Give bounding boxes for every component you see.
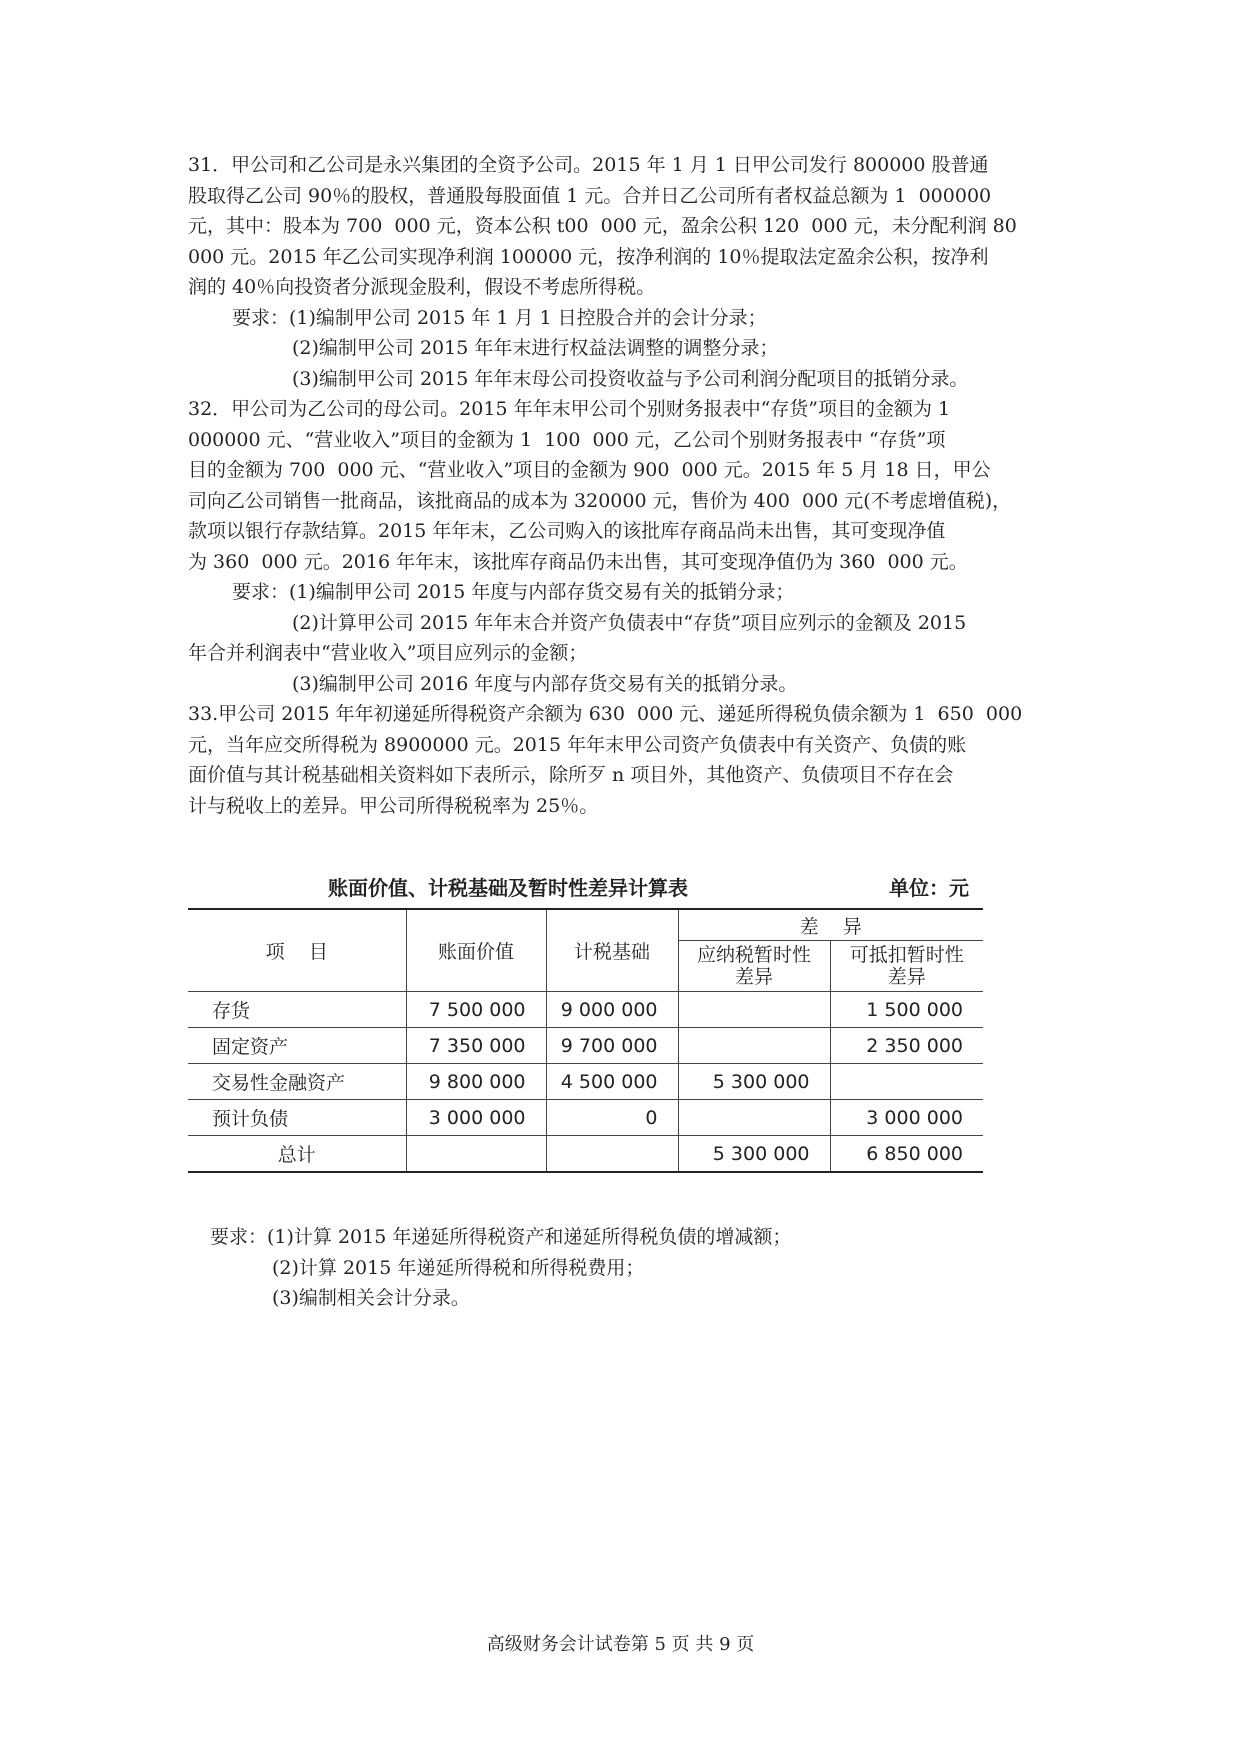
- q32-requirement: 要求：(1)编制甲公司 2015 年度与内部存货交易有关的抵销分录；: [232, 581, 795, 603]
- q32-line: 司向乙公司销售一批商品，该批商品的成本为 320000 元，售价为 400 000 元(不考虑增值税)，: [188, 489, 1012, 512]
- q31-line: 润的 40％向投资者分派现金股利，假设不考虑所得税。: [188, 276, 656, 298]
- cell-book-value: 7 500 000: [406, 992, 546, 1028]
- table-row: [188, 1028, 983, 1064]
- q31-requirement: (2)编制甲公司 2015 年年末进行权益法调整的调整分录；: [292, 337, 779, 359]
- difference-table: [188, 908, 983, 1173]
- q32-line: 目的金额为 700 000 元、“营业收入”项目的金额为 900 000 元。2015 年 5 月 18 日，甲公: [188, 459, 991, 481]
- cell-tax-base: 9 000 000: [546, 992, 678, 1028]
- question-33: [188, 699, 1068, 821]
- q31-line: 股取得乙公司 90％的股权，普通股每股面值 1 元。合并日乙公司所有者权益总额为 1 000000: [188, 184, 992, 207]
- cell-deductible: 2 350 000: [830, 1028, 983, 1064]
- q32-line: 32．甲公司为乙公司的母公司。2015 年年末甲公司个别财务报表中“存货”项目的金额为 1: [188, 398, 951, 420]
- table-unit: 单位：元: [889, 876, 969, 900]
- q33-line: 面价值与其计税基础相关资料如下表所示，除所歹 n 项目外，其他资产、负债项目不存在会: [188, 764, 954, 786]
- header-tax-base: 计税基础: [546, 909, 678, 992]
- cell-book-value: 7 350 000: [406, 1028, 546, 1064]
- q32-requirement: 年合并利润表中“营业收入”项目应列示的金额；: [188, 642, 588, 664]
- cell-item: 预计负债: [188, 1100, 406, 1136]
- q32-line: 为 360 000 元。2016 年年末，该批库存商品仍未出售，其可变现净值仍为 360 000 元。: [188, 550, 968, 573]
- header-item: 项 目: [188, 909, 406, 992]
- header-book-value: 账面价值: [406, 909, 546, 992]
- q33-requirement: 要求：(1)计算 2015 年递延所得税资产和递延所得税负债的增减额；: [210, 1226, 792, 1248]
- table-row: [188, 1100, 983, 1136]
- table-total-row: [188, 1136, 983, 1173]
- cell-tax-base: 4 500 000: [546, 1064, 678, 1100]
- header-deductible-difference: 可抵扣暂时性差异: [830, 941, 983, 992]
- question-32: [188, 394, 1068, 699]
- q31-requirement: (3)编制甲公司 2015 年年末母公司投资收益与予公司利润分配项目的抵销分录。: [292, 367, 969, 390]
- table-title: 账面价值、计税基础及暂时性差异计算表: [328, 876, 688, 900]
- cell-deductible: 1 500 000: [830, 992, 983, 1028]
- q31-line: 元，其中：股本为 700 000 元，资本公积 t00 000 元，盈余公积 120 000 元，未分配利润 80: [188, 215, 1017, 237]
- cell-item: 交易性金融资产: [188, 1064, 406, 1100]
- cell-item: 固定资产: [188, 1028, 406, 1064]
- cell-taxable: [678, 1100, 830, 1136]
- cell-total-deductible: 6 850 000: [830, 1136, 983, 1173]
- cell-tax-base: 9 700 000: [546, 1028, 678, 1064]
- header-taxable-difference: 应纳税暂时性差异: [678, 941, 830, 992]
- cell-taxable: 5 300 000: [678, 1064, 830, 1100]
- cell-total-taxable: 5 300 000: [678, 1136, 830, 1173]
- difference-table-section: [188, 868, 983, 1173]
- q32-requirement: (2)计算甲公司 2015 年年末合并资产负债表中“存货”项目应列示的金额及 2015: [292, 611, 967, 634]
- cell-deductible: [830, 1064, 983, 1100]
- cell-total-book-value: [406, 1136, 546, 1173]
- q33-line: 元，当年应交所得税为 8900000 元。2015 年年末甲公司资产负债表中有关资产、负债的账: [188, 733, 967, 756]
- cell-deductible: 3 000 000: [830, 1100, 983, 1136]
- cell-tax-base: 0: [546, 1100, 678, 1136]
- cell-total-label: 总计: [188, 1136, 406, 1173]
- table-caption: [188, 868, 983, 908]
- q32-line: 000000 元、“营业收入”项目的金额为 1 100 000 元，乙公司个别财务报表中 “存货”项: [188, 428, 946, 451]
- q33-line: 33.甲公司 2015 年年初递延所得税资产余额为 630 000 元、递延所得税负债余额为 1 650 000: [188, 703, 1023, 725]
- q33-requirement: (2)计算 2015 年递延所得税和所得税费用；: [272, 1256, 645, 1279]
- q31-line: 31．甲公司和乙公司是永兴集团的全资予公司。2015 年 1 月 1 日甲公司发行 800000 股普通: [188, 154, 989, 176]
- q32-requirement: (3)编制甲公司 2016 年度与内部存货交易有关的抵销分录。: [292, 672, 798, 695]
- q31-line: 000 元。2015 年乙公司实现净利润 100000 元，按净利润的 10％提取法定盈余公积，按净利: [188, 245, 989, 268]
- table-row: [188, 1064, 983, 1100]
- cell-total-tax-base: [546, 1136, 678, 1173]
- q31-requirement: 要求：(1)编制甲公司 2015 年 1 月 1 日控股合并的会计分录；: [232, 306, 767, 329]
- cell-book-value: 3 000 000: [406, 1100, 546, 1136]
- q32-line: 款项以银行存款结算。2015 年年末，乙公司购入的该批库存商品尚未出售，其可变现净值: [188, 520, 946, 542]
- header-difference: 差 异: [678, 909, 983, 941]
- q33-line: 计与税收上的差异。甲公司所得税税率为 25％。: [188, 794, 599, 817]
- cell-book-value: 9 800 000: [406, 1064, 546, 1100]
- cell-taxable: [678, 1028, 830, 1064]
- cell-taxable: [678, 992, 830, 1028]
- table-row: [188, 992, 983, 1028]
- question-31: [188, 150, 1068, 394]
- q33-requirement: (3)编制相关会计分录。: [272, 1287, 470, 1309]
- page-footer: 高级财务会计试卷第 5 页 共 9 页: [486, 1634, 755, 1655]
- cell-item: 存货: [188, 992, 406, 1028]
- question-33-requirements: [188, 1222, 1068, 1314]
